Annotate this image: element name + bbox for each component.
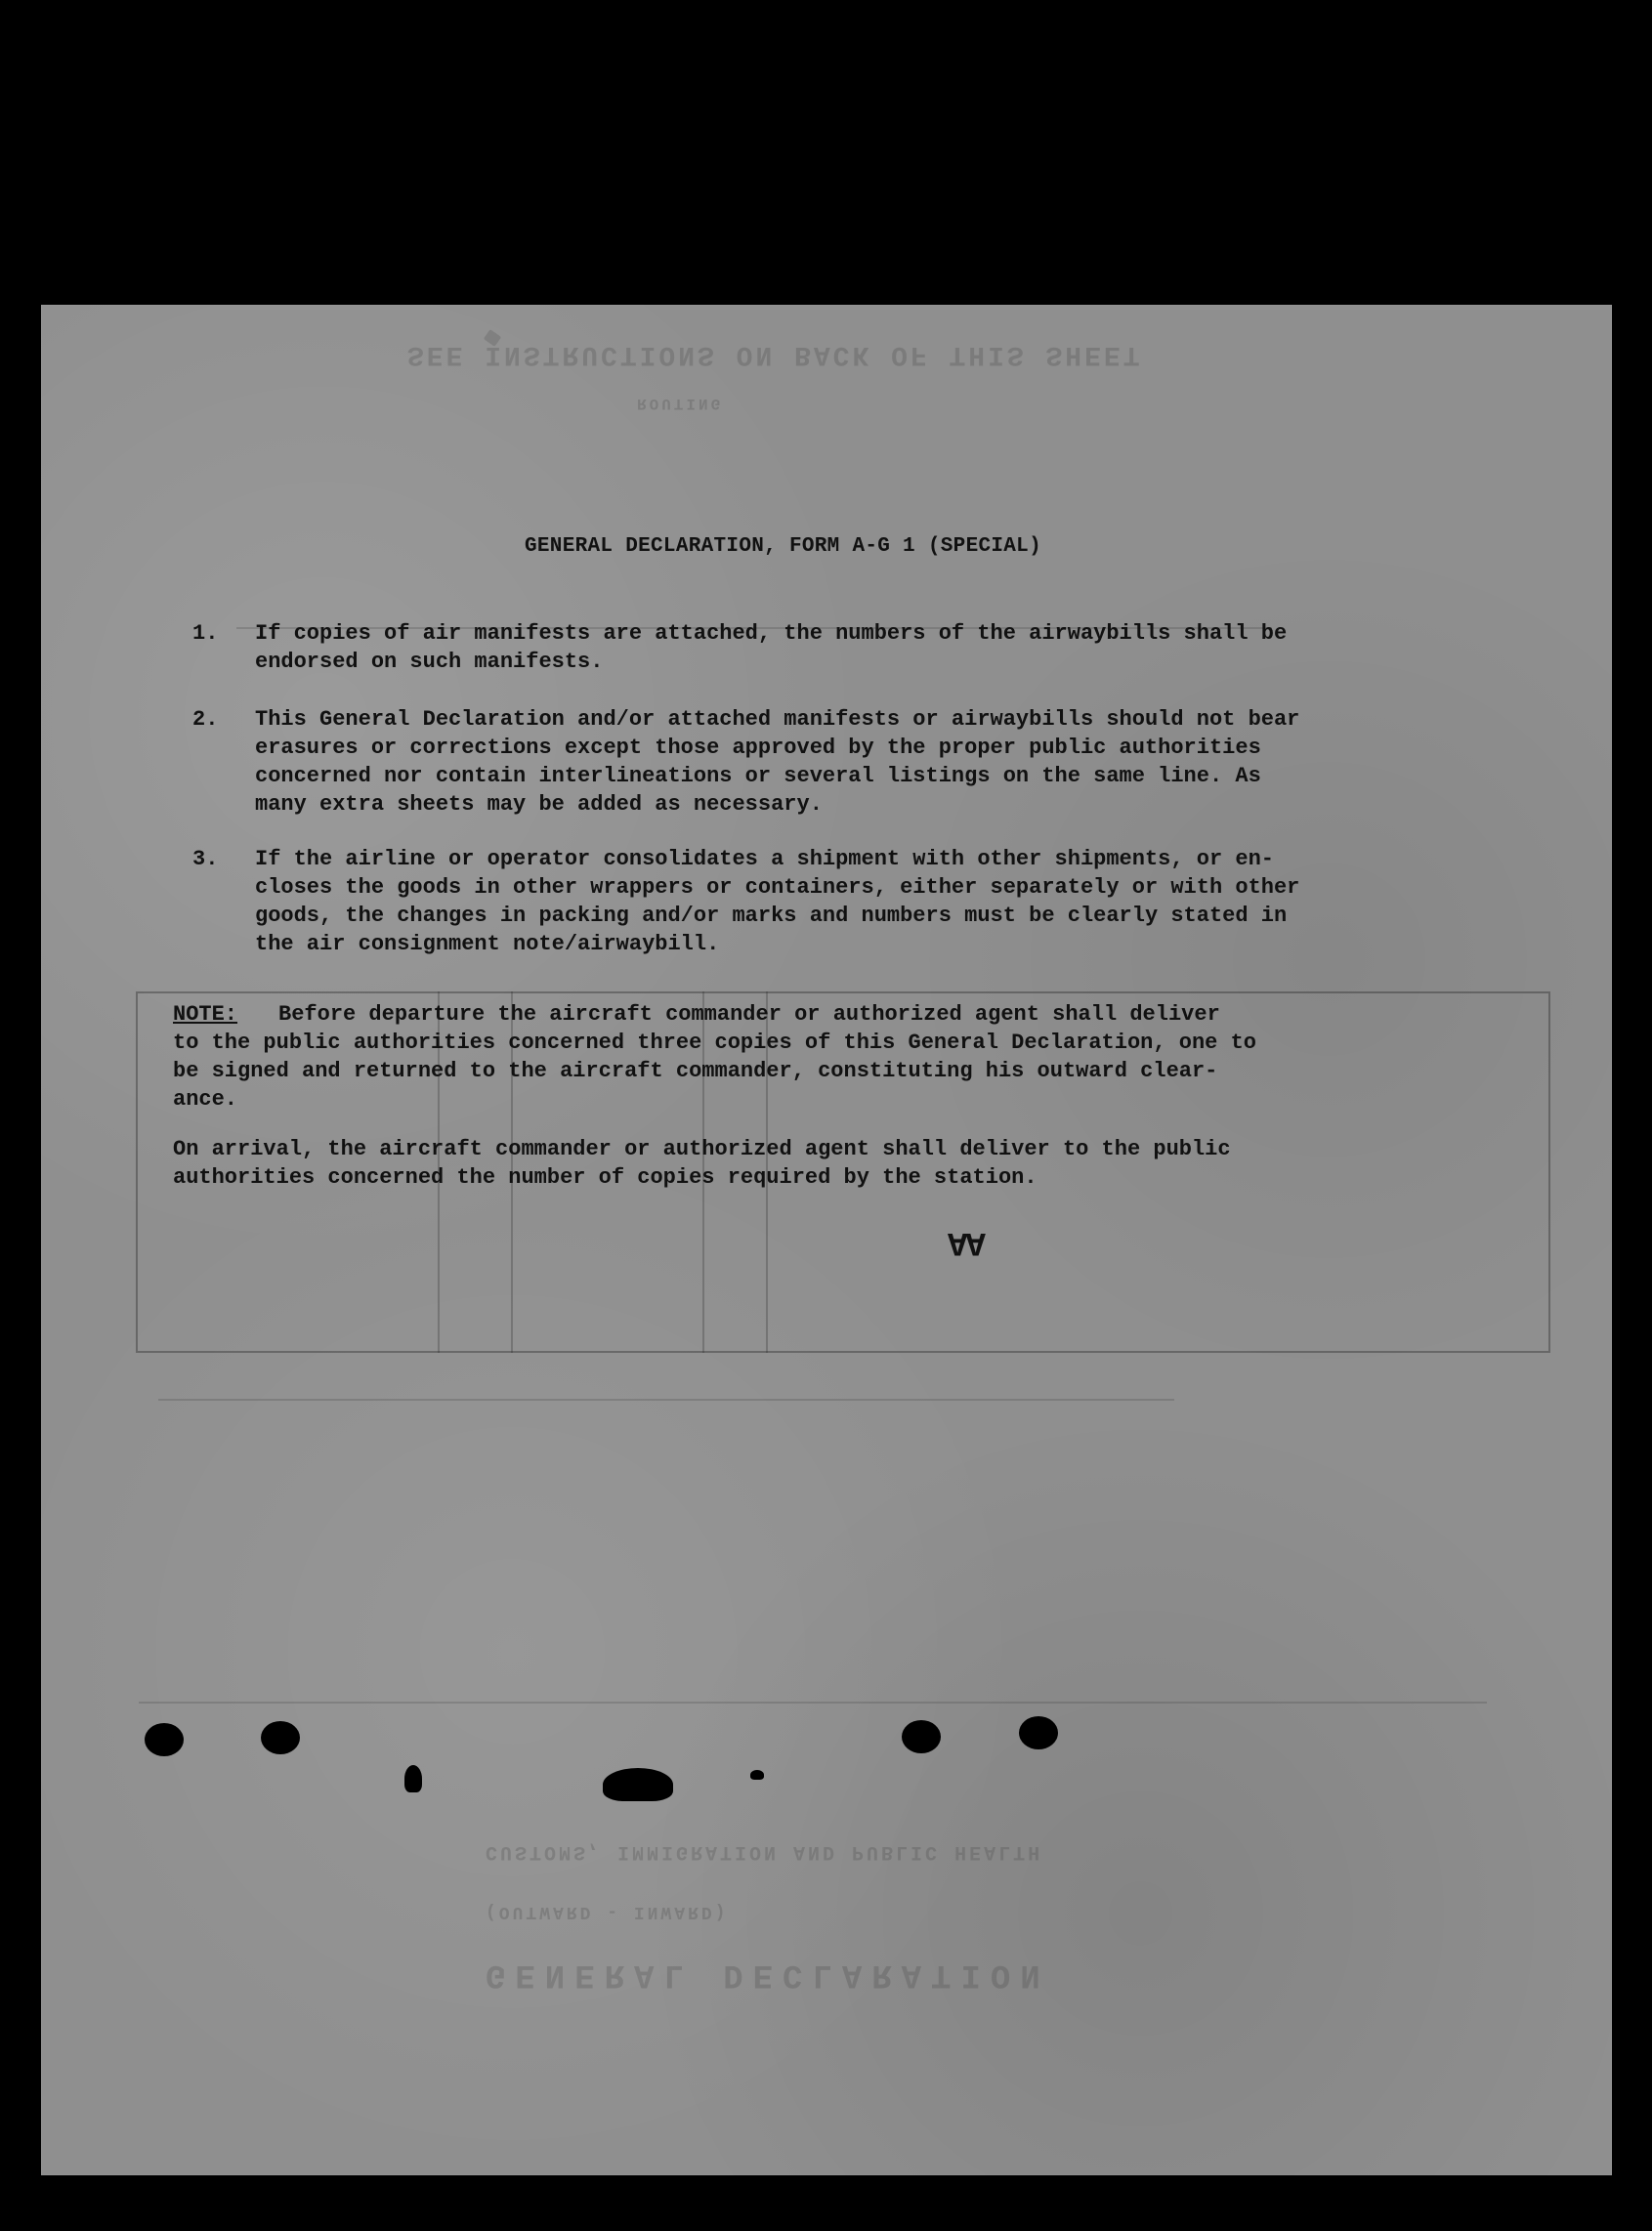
punch-hole	[145, 1723, 184, 1756]
item-text: If the airline or operator consolidates a shipment with other shipments, or en- closes the goods in other wrappers or containers, either separately or with other goods, the changes in packing and/or marks and numbers must be clearly stated in the air consignment note/airwaybill.	[255, 847, 1300, 956]
instruction-item	[192, 619, 1550, 678]
note-paragraph-1	[173, 1000, 1550, 1114]
note-paragraph-2: On arrival, the aircraft commander or authorized agent shall deliver to the public authorities concerned the number of copies required by the station.	[173, 1137, 1231, 1190]
punch-hole	[261, 1721, 300, 1754]
note-label: NOTE:	[173, 1002, 238, 1027]
page-title: GENERAL DECLARATION, FORM A-G 1 (SPECIAL)	[525, 535, 1041, 558]
handwritten-mark: AA	[950, 1223, 986, 1260]
punch-hole	[1019, 1716, 1058, 1749]
show-through-text-top-small: ROUTING	[637, 395, 724, 412]
show-through-title-bottom: GENERAL DECLARATION	[486, 1956, 1050, 1993]
instruction-item	[192, 705, 1550, 821]
item-number: 1.	[192, 621, 219, 646]
edge-damage	[603, 1768, 673, 1801]
item-number: 3.	[192, 847, 219, 871]
item-text: If copies of air manifests are attached, the numbers of the airwaybills shall be endorsed on such manifests.	[255, 621, 1288, 674]
faint-line	[158, 1399, 1174, 1401]
faint-line	[139, 1702, 1487, 1704]
item-number: 2.	[192, 707, 219, 732]
instruction-item	[192, 845, 1550, 960]
punch-hole	[902, 1720, 941, 1753]
note-text-1: Before departure the aircraft commander or authorized agent shall deliver to the public authorities concerned three copies of this General Declaration, one to be signed and returned to the aircraft commander, constituting his outward clear- ance.	[173, 1002, 1256, 1112]
show-through-text-bottom-small: (OUTWARD - INWARD)	[486, 1902, 729, 1921]
note-section	[173, 1000, 1550, 1192]
document-page	[41, 305, 1612, 2175]
show-through-text-top: SEE INSTRUCTIONS ON BACK OF THIS SHEET	[407, 339, 1143, 369]
edge-damage	[404, 1765, 422, 1792]
edge-damage	[750, 1770, 764, 1780]
item-text: This General Declaration and/or attached manifests or airwaybills should not bear erasures or corrections except those approved by the proper public authorities concerned nor contain interlineations or several listings on the same line. As many extra sheets may be added as necessary.	[255, 707, 1300, 817]
show-through-text-bottom: CUSTOMS, IMMIGRATION AND PUBLIC HEALTH	[486, 1840, 1043, 1863]
